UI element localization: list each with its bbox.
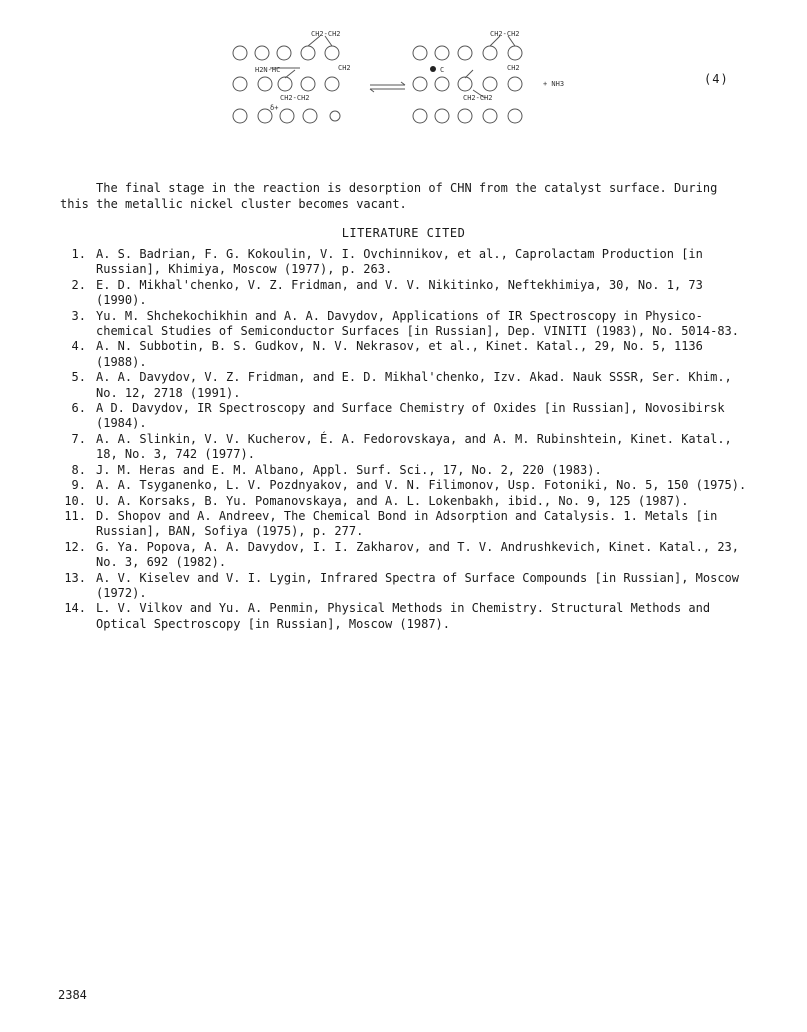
reference-text: A. A. Davydov, V. Z. Fridman, and E. D. Mikhal'chenko, Izv. Akad. Nauk SSSR, Ser. Khim., No. 12, 2718 (1991).	[96, 370, 732, 400]
equation-number: (4)	[704, 72, 729, 86]
reaction-scheme	[225, 28, 565, 128]
reference-text: Yu. M. Shchekochikhin and A. A. Davydov, Applications of IR Spectroscopy in Physico-chemical Studies of Semiconductor Surfaces [in Russian], Dep. VINITI (1983), No. 5014-83.	[96, 308, 739, 339]
literature-cited-heading: LITERATURE CITED	[341, 226, 466, 240]
paragraph-line-1: The final stage in the reaction is desorption of CHN from the catalyst surface. During	[96, 181, 718, 195]
reference-number: 6.	[71, 401, 86, 416]
label-ch2-ch2-right: CH2-CH2	[490, 30, 520, 38]
page-number: 2384	[58, 988, 87, 1002]
reference-item	[60, 494, 750, 509]
reference-item	[60, 401, 750, 432]
reference-number: 9.	[71, 478, 86, 493]
reference-text: A. V. Kiselev and V. I. Lygin, Infrared Spectra of Surface Compounds [in Russian], Moscow (1972).	[96, 570, 739, 600]
reference-text: A. S. Badrian, F. G. Kokoulin, V. I. Ovchinnikov, et al., Caprolactam Production [in Russian], Khimiya, Moscow (1977), p. 263.	[96, 247, 703, 277]
reference-number: 8.	[71, 462, 86, 477]
reference-number: 4.	[71, 339, 86, 354]
reference-item	[60, 540, 750, 571]
reference-text: G. Ya. Popova, A. A. Davydov, I. I. Zakharov, and T. V. Andrushkevich, Kinet. Katal., 23, No. 3, 692 (1982).	[96, 539, 739, 570]
label-ch2-ch2-bottom-right: CH2-CH2	[463, 94, 493, 102]
reference-item	[60, 339, 750, 370]
body-paragraph	[60, 180, 740, 212]
label-ch2-ch2-left: CH2-CH2	[311, 30, 341, 38]
reference-number: 7.	[71, 431, 86, 446]
reference-text: A. A. Slinkin, V. V. Kucherov, É. A. Fedorovskaya, and A. M. Rubinshtein, Kinet. Katal., 18, No. 3, 742 (1977).	[96, 431, 732, 462]
reaction-scheme-drawing	[225, 28, 565, 128]
reference-number: 10.	[64, 493, 86, 508]
reference-item	[60, 601, 750, 632]
reference-text: L. V. Vilkov and Yu. A. Penmin, Physical Methods in Chemistry. Structural Methods and Optical Spectroscopy [in Russian], Moscow (1987).	[96, 601, 711, 631]
label-h2n-hc: H2N-HC	[255, 66, 281, 74]
reference-text: A D. Davydov, IR Spectroscopy and Surface Chemistry of Oxides [in Russian], Novosibirsk (1984).	[96, 401, 725, 431]
label-nh3: + NH3	[543, 80, 565, 88]
paragraph-line-2: this the metallic nickel cluster becomes vacant.	[60, 197, 407, 211]
label-ch2-right: CH2	[507, 64, 520, 72]
reference-item	[60, 463, 750, 478]
reference-text: J. M. Heras and E. M. Albano, Appl. Surf. Sci., 17, No. 2, 220 (1983).	[96, 462, 602, 477]
reference-item	[60, 432, 750, 463]
reference-text: E. D. Mikhal'chenko, V. Z. Fridman, and V. V. Nikitinko, Neftekhimiya, 30, No. 1, 73 (1990).	[96, 277, 703, 308]
reference-item	[60, 478, 750, 493]
reference-item	[60, 309, 750, 340]
label-delta-plus: δ+	[270, 104, 279, 112]
reference-text: U. A. Korsaks, B. Yu. Pomanovskaya, and A. L. Lokenbakh, ibid., No. 9, 125 (1987).	[96, 493, 689, 508]
reference-number: 13.	[64, 570, 86, 585]
label-c-right: C	[440, 66, 445, 74]
reference-number: 14.	[64, 601, 86, 616]
reference-number: 5.	[71, 370, 86, 385]
reference-number: 12.	[64, 539, 86, 554]
reference-text: D. Shopov and A. Andreev, The Chemical Bond in Adsorption and Catalysis. 1. Metals [in Russian], BAN, Sofiya (1975), p. 277.	[96, 508, 718, 539]
reference-item	[60, 571, 750, 602]
reference-number: 1.	[71, 247, 86, 261]
reference-number: 3.	[71, 308, 86, 323]
reference-number: 11.	[64, 508, 86, 523]
label-ch2-left: CH2	[338, 64, 351, 72]
reference-list	[60, 247, 750, 632]
reference-text: A. N. Subbotin, B. S. Gudkov, N. V. Nekrasov, et al., Kinet. Katal., 29, No. 5, 1136 (1988).	[96, 339, 703, 369]
reference-item	[60, 370, 750, 401]
label-ch2-ch2-bottom-left: CH2-CH2	[280, 94, 310, 102]
reference-item	[60, 247, 750, 278]
reference-item	[60, 509, 750, 540]
reference-number: 2.	[71, 277, 86, 292]
reference-text: A. A. Tsyganenko, L. V. Pozdnyakov, and V. N. Filimonov, Usp. Fotoniki, No. 5, 150 (1975).	[96, 478, 747, 493]
reference-item	[60, 278, 750, 309]
